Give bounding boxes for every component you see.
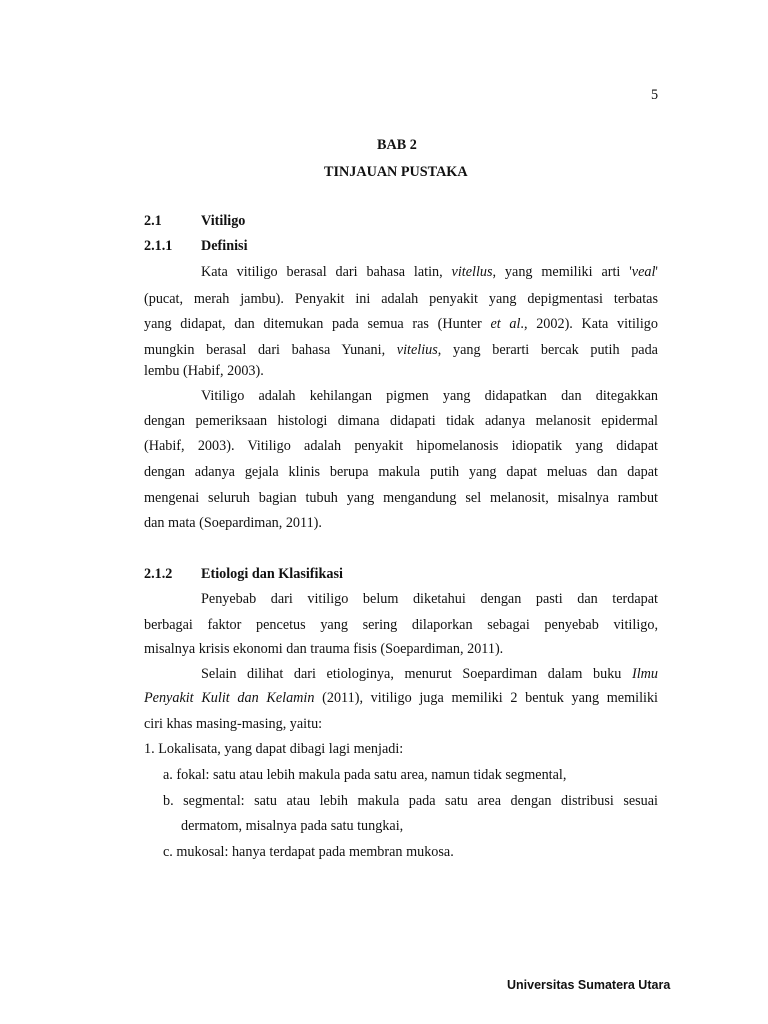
list-subitem-fokal: a. fokal: satu atau lebih makula pada satu area, namun tidak segmental,: [163, 767, 567, 783]
list-subitem-segmental-line-1: b. segmental: satu atau lebih makula pada satu area dengan distribusi sesuai: [163, 793, 658, 809]
paragraph-vitiligo-line-4: dengan adanya gejala klinis berupa makula putih yang dapat meluas dan dapat: [144, 464, 658, 480]
paragraph-definition-line-5: lembu (Habif, 2003).: [144, 363, 264, 379]
paragraph-etiology-line-3: misalnya krisis ekonomi dan trauma fisis (Soepardiman, 2011).: [144, 641, 504, 657]
paragraph-classification-line-1: Selain dilihat dari etiologinya, menurut Soepardiman dalam buku Ilmu: [201, 666, 658, 682]
paragraph-vitiligo-line-1: Vitiligo adalah kehilangan pigmen yang didapatkan dan ditegakkan: [201, 388, 658, 404]
section-2-1-2-title: Etiologi dan Klasifikasi: [201, 566, 343, 582]
paragraph-classification-line-2: Penyakit Kulit dan Kelamin (2011), vitiligo juga memiliki 2 bentuk yang memiliki: [144, 690, 658, 706]
page-number: 5: [651, 87, 659, 103]
list-subitem-mukosal: c. mukosal: hanya terdapat pada membran mukosa.: [163, 844, 454, 860]
paragraph-classification-line-3: ciri khas masing-masing, yaitu:: [144, 716, 323, 732]
section-2-1-title: Vitiligo: [201, 213, 246, 229]
list-item-lokalisata: 1. Lokalisata, yang dapat dibagi lagi menjadi:: [144, 741, 404, 757]
paragraph-definition-line-2: (pucat, merah jambu). Penyakit ini adalah penyakit yang depigmentasi terbatas: [144, 291, 658, 307]
paragraph-vitiligo-line-5: mengenai seluruh bagian tubuh yang mengandung sel melanosit, misalnya rambut: [144, 490, 658, 506]
list-subitem-segmental-line-2: dermatom, misalnya pada satu tungkai,: [181, 818, 404, 834]
paragraph-vitiligo-line-6: dan mata (Soepardiman, 2011).: [144, 515, 322, 531]
paragraph-definition-line-1: Kata vitiligo berasal dari bahasa latin, vitellus, yang memiliki arti 'veal': [201, 264, 658, 280]
paragraph-etiology-line-2: berbagai faktor pencetus yang sering dilaporkan sebagai penyebab vitiligo,: [144, 617, 658, 633]
paragraph-etiology-line-1: Penyebab dari vitiligo belum diketahui dengan pasti dan terdapat: [201, 591, 658, 607]
paragraph-definition-line-3: yang didapat, dan ditemukan pada semua ras (Hunter et al., 2002). Kata vitiligo: [144, 316, 658, 332]
section-2-1-1-title: Definisi: [201, 238, 248, 254]
paragraph-vitiligo-line-3: (Habif, 2003). Vitiligo adalah penyakit hipomelanosis idiopatik yang didapat: [144, 438, 658, 454]
chapter-title: TINJAUAN PUSTAKA: [324, 164, 468, 180]
section-2-1-2-number: 2.1.2: [144, 566, 173, 582]
section-2-1-number: 2.1: [144, 213, 162, 229]
paragraph-definition-line-4: mungkin berasal dari bahasa Yunani, vitelius, yang berarti bercak putih pada: [144, 342, 658, 358]
paragraph-vitiligo-line-2: dengan pemeriksaan histologi dimana didapati tidak adanya melanosit epidermal: [144, 413, 658, 429]
chapter-label: BAB 2: [377, 137, 417, 153]
footer-university: Universitas Sumatera Utara: [507, 978, 671, 992]
section-2-1-1-number: 2.1.1: [144, 238, 173, 254]
